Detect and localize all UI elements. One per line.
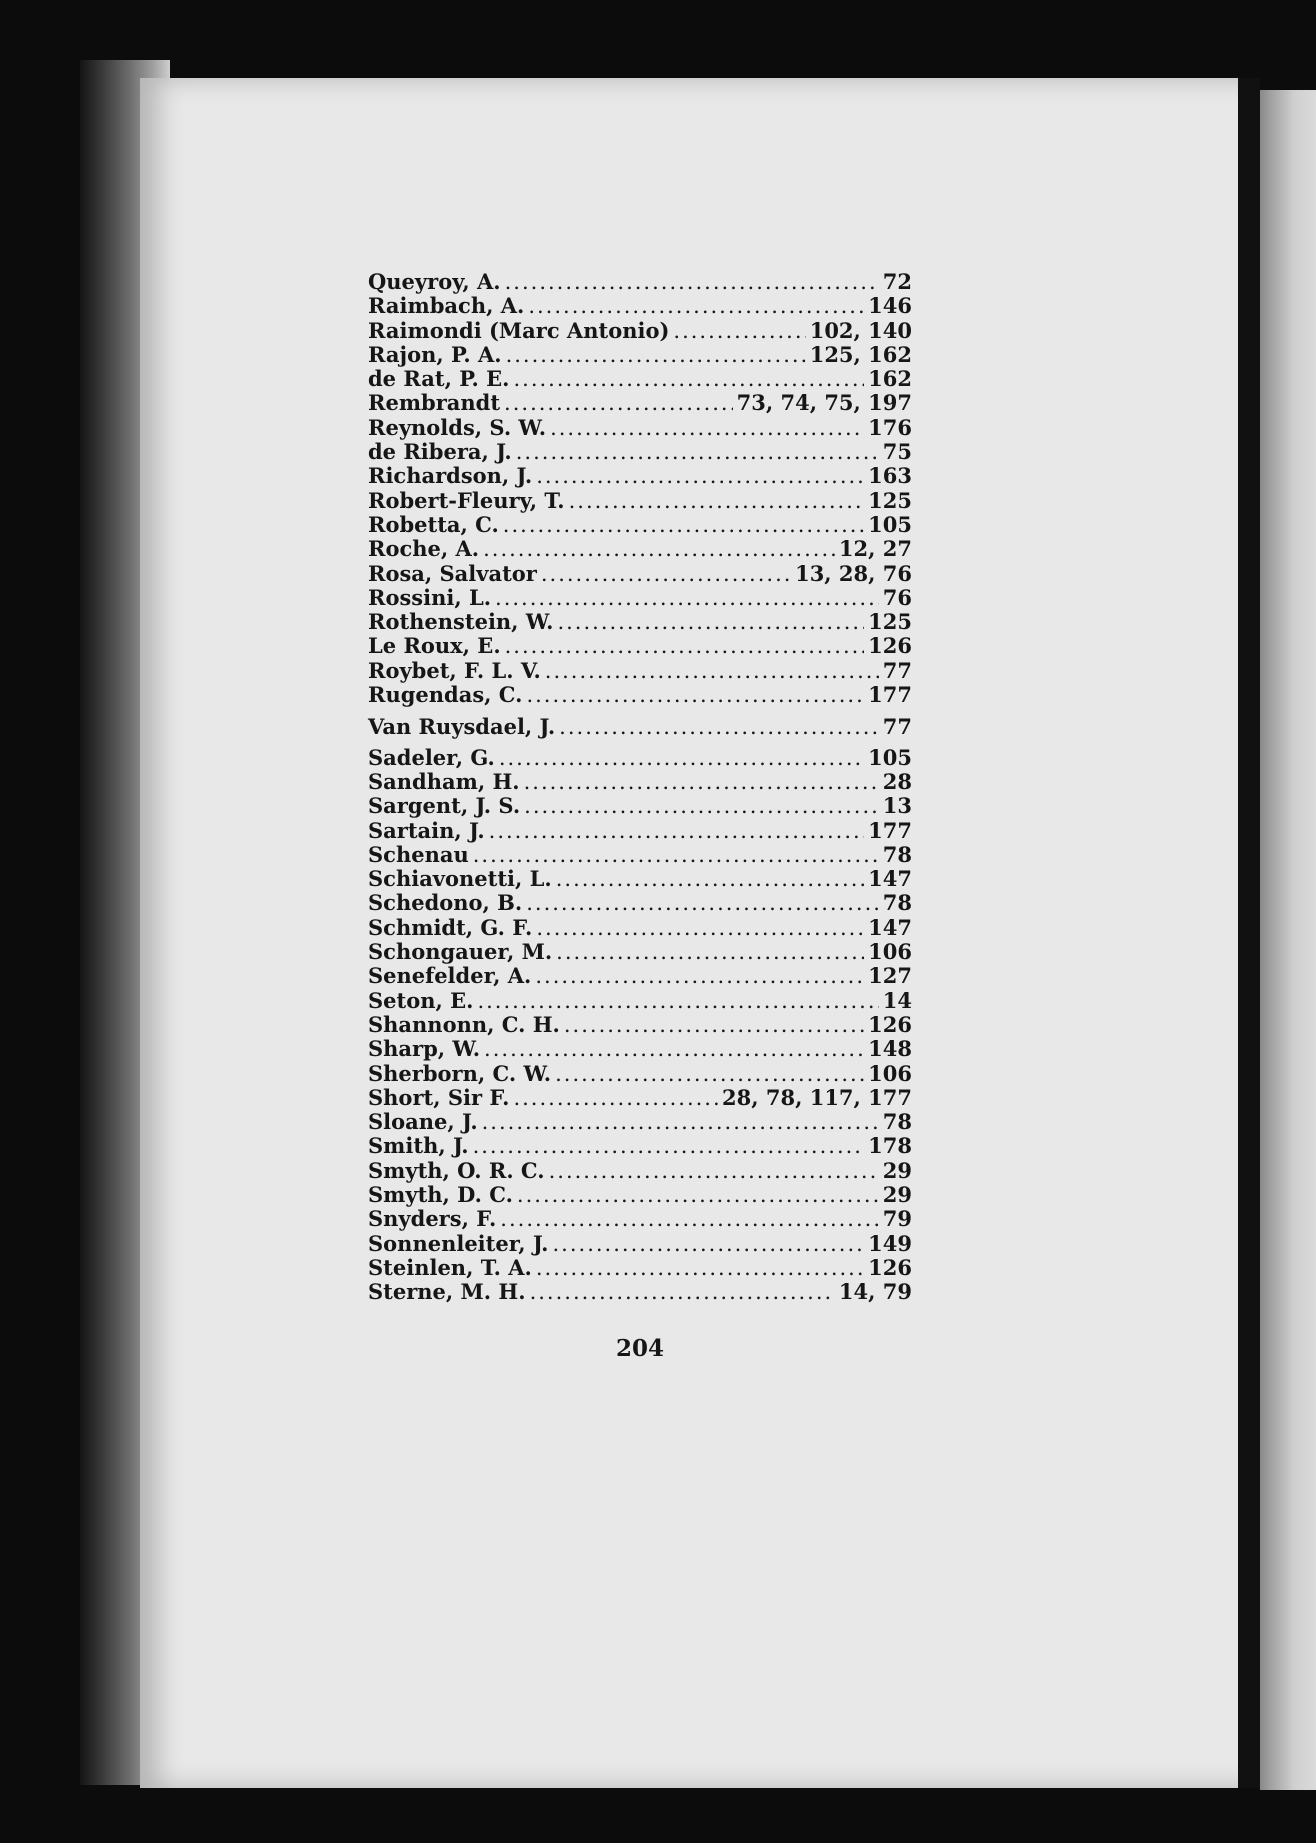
entry-name: Schongauer, M.: [368, 939, 553, 965]
entry-name: Van Ruysdael, J.: [368, 714, 556, 740]
entry-pages: 77: [882, 714, 912, 740]
entry-pages: 28: [882, 768, 912, 794]
entry-name: Sherborn, C. W.: [368, 1060, 552, 1086]
entry-pages: 78: [882, 1109, 912, 1135]
dot-leader: [495, 586, 879, 610]
entry-name: Seton, E.: [368, 987, 474, 1013]
entry-name: Shannonn, C. H.: [368, 1011, 560, 1037]
page-gutter-shadow: [1238, 78, 1260, 1788]
index-entry: [368, 586, 912, 610]
dot-leader: [536, 916, 864, 940]
entry-pages: 162: [868, 366, 912, 392]
index-entry: [368, 416, 912, 440]
dot-leader: [557, 610, 864, 634]
index-entry: [368, 683, 912, 707]
dot-leader: [506, 343, 806, 367]
page-number: 204: [615, 1335, 664, 1362]
dot-leader: [524, 770, 879, 794]
entry-pages: 163: [868, 463, 912, 489]
adjacent-page-edge: [1260, 90, 1316, 1790]
index-entry: [368, 964, 912, 988]
index-entry: [368, 391, 912, 415]
entry-pages: 105: [868, 744, 912, 770]
entry-name: Queyroy, A.: [368, 269, 501, 294]
entry-name: Sandham, H.: [368, 768, 520, 794]
index-entry: [368, 1256, 912, 1280]
entry-pages: 126: [868, 633, 912, 659]
dot-leader: [484, 1037, 864, 1061]
entry-pages: 14, 79: [838, 1279, 912, 1305]
entry-name: Smyth, D. C.: [368, 1181, 513, 1207]
entry-name: Sargent, J. S.: [368, 793, 521, 819]
entry-pages: 177: [868, 817, 912, 843]
entry-name: Sonnenleiter, J.: [368, 1230, 549, 1256]
index-entry: [368, 489, 912, 513]
index-entry: [368, 1207, 912, 1231]
index-entry: [368, 464, 912, 488]
dot-leader: [499, 746, 864, 770]
entry-name: Schmidt, G. F.: [368, 914, 533, 940]
index-entry: [368, 1037, 912, 1061]
entry-pages: 12, 27: [838, 536, 912, 562]
entry-name: Smyth, O. R. C.: [368, 1157, 545, 1183]
index-entry: [368, 1062, 912, 1086]
entry-pages: 72: [882, 269, 912, 294]
entry-name: Short, Sir F.: [368, 1084, 510, 1110]
dot-leader: [526, 891, 879, 915]
dot-leader: [473, 1134, 865, 1158]
entry-pages: 76: [882, 584, 912, 610]
entry-pages: 148: [868, 1036, 912, 1062]
index-entry: [368, 1183, 912, 1207]
dot-leader: [553, 1232, 865, 1256]
entry-name: Sharp, W.: [368, 1036, 481, 1062]
dot-leader: [541, 562, 791, 586]
index-entry: [368, 770, 912, 794]
entry-pages: 125, 162: [809, 341, 912, 367]
entry-name: Senefelder, A.: [368, 963, 532, 989]
dot-leader: [513, 367, 864, 391]
index-entry: [368, 294, 912, 318]
dot-leader: [483, 537, 835, 561]
dot-leader: [477, 989, 878, 1013]
entry-name: Rembrandt: [368, 390, 501, 416]
entry-pages: 149: [868, 1230, 912, 1256]
entry-pages: 105: [868, 511, 912, 537]
index-entry: [368, 1134, 912, 1158]
dot-leader: [504, 391, 733, 415]
entry-name: Rossini, L.: [368, 584, 492, 610]
dot-leader: [545, 659, 879, 683]
index-entry: [368, 1013, 912, 1037]
entry-pages: 178: [868, 1133, 912, 1159]
dot-leader: [535, 964, 864, 988]
index-entry: [368, 746, 912, 770]
index-entry: [368, 843, 912, 867]
entry-pages: 73, 74, 75, 197: [736, 390, 912, 416]
entry-name: Robert-Fleury, T.: [368, 487, 565, 513]
index-entry: [368, 819, 912, 843]
index-entry: [368, 867, 912, 891]
dot-leader: [556, 867, 864, 891]
index-entry: [368, 916, 912, 940]
index-entry: [368, 440, 912, 464]
dot-leader: [555, 1062, 864, 1086]
dot-leader: [673, 319, 805, 343]
dot-leader: [503, 513, 864, 537]
entry-pages: 79: [882, 1206, 912, 1232]
entry-name: Sartain, J.: [368, 817, 485, 843]
index-entry: [368, 1110, 912, 1134]
index-entry: [368, 513, 912, 537]
entry-name: Smith, J.: [368, 1133, 469, 1159]
entry-pages: 29: [882, 1181, 912, 1207]
dot-leader: [524, 794, 879, 818]
entry-name: Raimbach, A.: [368, 293, 525, 319]
entry-pages: 147: [868, 914, 912, 940]
entry-name: Rajon, P. A.: [368, 341, 502, 367]
index-entry: [368, 1232, 912, 1256]
entry-pages: 147: [868, 866, 912, 892]
dot-leader: [530, 1280, 835, 1304]
dot-leader: [526, 683, 864, 707]
index-entry: [368, 891, 912, 915]
dot-leader: [482, 1110, 879, 1134]
entry-pages: 78: [882, 841, 912, 867]
index-entry: [368, 1159, 912, 1183]
entry-name: Roybet, F. L. V.: [368, 657, 541, 683]
entry-name: Le Roux, E.: [368, 633, 501, 659]
entry-name: Snyders, F.: [368, 1206, 497, 1232]
entry-name: Richardson, J.: [368, 463, 533, 489]
dot-leader: [559, 715, 879, 739]
dot-leader: [549, 1159, 879, 1183]
entry-pages: 125: [868, 487, 912, 513]
entry-name: Rosa, Salvator: [368, 560, 537, 586]
dot-leader: [489, 819, 865, 843]
index-entry: [368, 319, 912, 343]
entry-pages: 13, 28, 76: [795, 560, 912, 586]
entry-name: Steinlen, T. A.: [368, 1254, 532, 1280]
entry-name: Sterne, M. H.: [368, 1279, 526, 1305]
index-entry: [368, 1280, 912, 1304]
index-entry: [368, 610, 912, 634]
dot-leader: [513, 1086, 718, 1110]
entry-pages: 146: [868, 293, 912, 319]
dot-leader: [550, 416, 864, 440]
entry-pages: 177: [868, 682, 912, 708]
index-entry: [368, 562, 912, 586]
entry-name: Reynolds, S. W.: [368, 414, 547, 440]
index-list: [368, 270, 912, 1304]
dot-leader: [569, 489, 865, 513]
entry-name: de Ribera, J.: [368, 439, 512, 465]
dot-leader: [564, 1013, 864, 1037]
entry-name: Rothenstein, W.: [368, 609, 554, 635]
entry-pages: 127: [868, 963, 912, 989]
entry-pages: 13: [882, 793, 912, 819]
entry-pages: 125: [868, 609, 912, 635]
dot-leader: [473, 843, 879, 867]
entry-pages: 102, 140: [809, 317, 912, 343]
dot-leader: [556, 940, 864, 964]
entry-pages: 28, 78, 117, 177: [722, 1084, 912, 1110]
entry-name: Robetta, C.: [368, 511, 499, 537]
dot-leader: [500, 1207, 878, 1231]
index-entry: [368, 634, 912, 658]
dot-leader: [536, 1256, 864, 1280]
entry-name: de Rat, P. E.: [368, 366, 510, 392]
dot-leader: [505, 634, 865, 658]
entry-pages: 176: [868, 414, 912, 440]
index-entry: [368, 989, 912, 1013]
entry-name: Sadeler, G.: [368, 744, 495, 770]
entry-pages: 75: [882, 439, 912, 465]
index-entry: [368, 940, 912, 964]
index-entry: [368, 343, 912, 367]
entry-name: Sloane, J.: [368, 1109, 478, 1135]
entry-name: Schedono, B.: [368, 890, 523, 916]
index-entry: [368, 794, 912, 818]
dot-leader: [516, 440, 879, 464]
entry-name: Roche, A.: [368, 536, 480, 562]
entry-pages: 126: [868, 1011, 912, 1037]
dot-leader: [536, 464, 864, 488]
entry-name: Schiavonetti, L.: [368, 866, 552, 892]
index-entry: [368, 270, 912, 294]
index-entry: [368, 367, 912, 391]
entry-pages: 29: [882, 1157, 912, 1183]
entry-pages: 126: [868, 1254, 912, 1280]
index-entry: [368, 537, 912, 561]
index-entry: [368, 659, 912, 683]
index-entry: [368, 715, 912, 739]
entry-pages: 78: [882, 890, 912, 916]
entry-pages: 106: [868, 1060, 912, 1086]
entry-name: Schenau: [368, 841, 469, 867]
entry-name: Rugendas, C.: [368, 682, 523, 708]
dot-leader: [528, 294, 864, 318]
entry-name: Raimondi (Marc Antonio): [368, 317, 670, 343]
index-entry: [368, 1086, 912, 1110]
entry-pages: 14: [882, 987, 912, 1013]
entry-pages: 106: [868, 939, 912, 965]
entry-pages: 77: [882, 657, 912, 683]
dot-leader: [505, 270, 879, 294]
dot-leader: [517, 1183, 879, 1207]
